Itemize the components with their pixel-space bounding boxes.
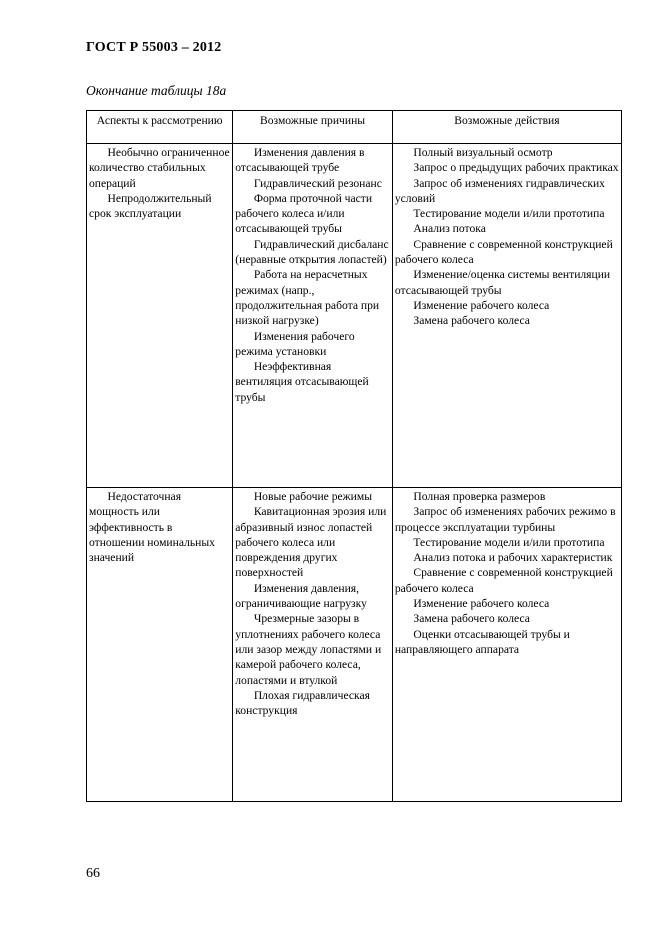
action-item: Запрос об изменениях рабочих режимо в процессе эксплуатации турбины [394, 505, 616, 534]
table-header-row [87, 111, 622, 144]
action-item: Изменение рабочего колеса [413, 298, 550, 312]
cause-item: Новые рабочие режимы [253, 490, 372, 503]
action-item: Тестирование модели и/или прототипа [413, 535, 605, 549]
header-actions: Возможные действия [392, 111, 621, 144]
actions-cell [392, 144, 621, 488]
action-item: Полный визуальный осмотр [413, 146, 553, 159]
aspect-item: Непродолжительный срок эксплуатации [89, 191, 212, 221]
action-item: Запрос о предыдущих рабочих практиках [413, 161, 619, 175]
cause-item: Изменения давления, ограничивающие нагрузку [235, 581, 367, 611]
aspect-item: Недостаточная мощность или эффективность в отношении номинальных значений [89, 490, 215, 565]
action-item: Изменение/оценка системы вентиляции отсасывающей трубы [394, 268, 611, 297]
header-aspects: Аспекты к рассмотрению [87, 111, 233, 144]
action-item: Анализ потока [413, 222, 486, 236]
action-item: Полная проверка размеров [413, 490, 546, 503]
actions-cell [392, 488, 621, 802]
action-item: Анализ потока и рабочих характеристик [413, 551, 613, 565]
cause-item: Чрезмерные зазоры в уплотнениях рабочего колеса или зазор между лопастями и камерой рабочего колеса, лопастями и втулкой [235, 612, 382, 687]
aspects-cell [87, 488, 233, 802]
cause-item: Плохая гидравлическая конструкция [235, 688, 370, 718]
action-item: Изменение рабочего колеса [413, 597, 550, 611]
action-item: Тестирование модели и/или прототипа [413, 207, 605, 221]
cause-item: Гидравлический дисбаланс (неравные открытия лопастей) [235, 237, 389, 267]
cause-item: Кавитационная эрозия или абразивный износ лопастей рабочего колеса или повреждения других поверхностей [235, 505, 387, 580]
page-number: 66 [86, 866, 100, 881]
header-causes: Возможные причины [233, 111, 393, 144]
document-header: ГОСТ Р 55003 – 2012 [86, 40, 222, 55]
action-item: Замена рабочего колеса [413, 314, 530, 328]
aspects-cell [87, 144, 233, 488]
cause-item: Гидравлический резонанс [253, 176, 382, 190]
action-item: Оценки отсасывающей трубы и направляющего аппарата [394, 627, 570, 656]
action-item: Сравнение с современной конструкцией рабочего колеса [394, 566, 613, 595]
aspect-item: Необычно ограниченное количество стабильных операций [89, 146, 230, 190]
cause-item: Работа на нерасчетных режимах (напр., продолжительная работа при низкой нагрузке) [235, 268, 380, 328]
cause-item: Форма проточной части рабочего колеса и/или отсасывающей трубы [235, 191, 373, 236]
cause-item: Неэффективная вентиляция отсасывающей трубы [235, 360, 369, 404]
table-row [87, 488, 622, 802]
causes-cell [233, 488, 393, 802]
action-item: Запрос об изменениях гидравлических условий [394, 176, 605, 205]
action-item: Сравнение с современной конструкцией рабочего колеса [394, 237, 613, 267]
cause-item: Изменения давления в отсасывающей трубе [235, 146, 365, 175]
cause-item: Изменения рабочего режима установки [235, 329, 355, 358]
table-caption: Окончание таблицы 18а [86, 83, 227, 98]
table-row [87, 144, 622, 488]
causes-cell [233, 144, 393, 488]
aspects-table [86, 110, 622, 802]
action-item: Замена рабочего колеса [413, 612, 530, 626]
